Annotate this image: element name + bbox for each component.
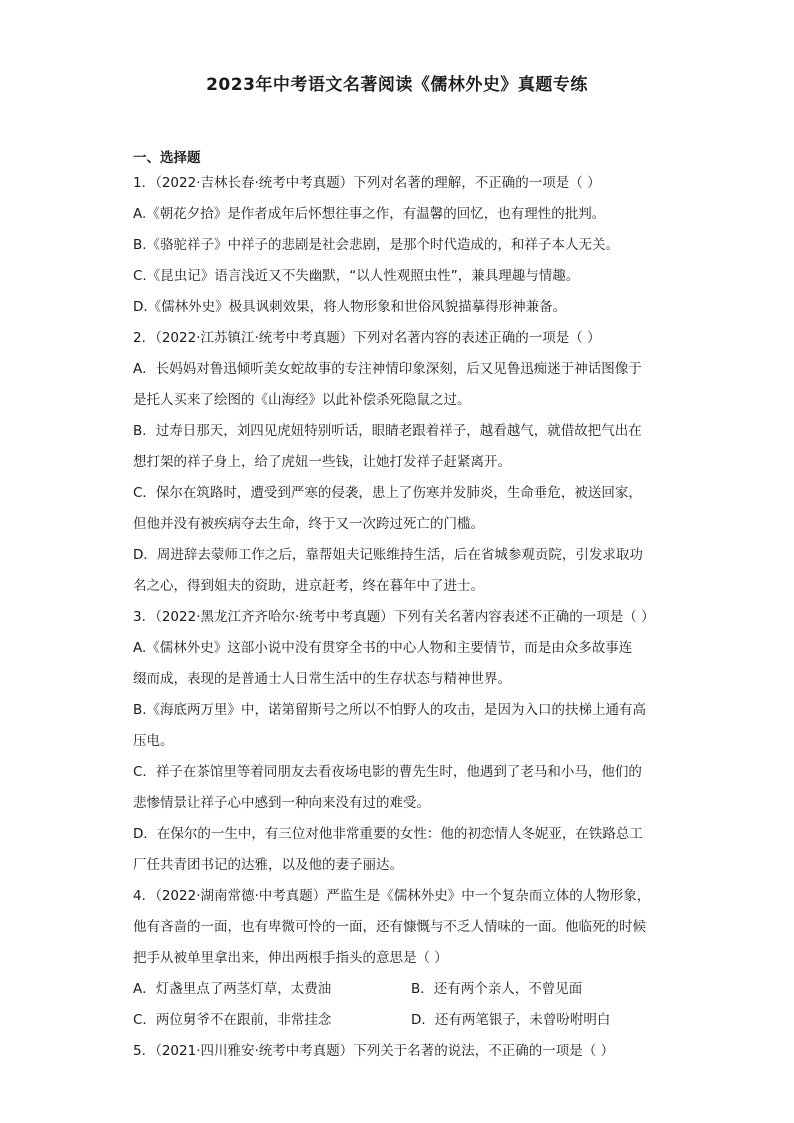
option-d: D．还有两笔银子，未曾吩咐明白: [411, 1012, 611, 1028]
text-line: 缀而成，表现的是普通士人日常生活中的生存状态与精神世界。: [133, 671, 511, 687]
option-row: [133, 974, 663, 1005]
text-line: 压电。: [133, 733, 174, 749]
text-line: 但他并没有被疾病夺去生命，终于又一次跨过死亡的门槛。: [133, 516, 484, 532]
text-line: 是托人买来了绘图的《山海经》以此补偿杀死隐鼠之过。: [133, 392, 471, 408]
text-line: D.《儒林外史》极具讽刺效果，将人物形象和世俗风貌描摹得形神兼备。: [133, 299, 567, 315]
option-b: B．还有两个亲人，不曾见面: [411, 981, 583, 997]
text-line: D．在保尔的一生中，有三位对他非常重要的女性：他的初恋情人冬妮亚，在铁路总工: [133, 826, 643, 842]
text-line: 1．（2022·吉林长春·统考中考真题）下列对名著的理解，不正确的一项是（ ）: [133, 175, 601, 191]
text-line: C.《昆虫记》语言浅近又不失幽默，“以人性观照虫性”，兼具理趣与情趣。: [133, 268, 580, 284]
text-line: 5．（2021·四川雅安·统考中考真题）下列关于名著的说法，不正确的一项是（ ）: [133, 1043, 615, 1059]
option-row: [133, 1005, 663, 1036]
text-line: 厂任共青团书记的达雅，以及他的妻子丽达。: [133, 857, 403, 873]
section-heading: 一、选择题: [133, 150, 201, 166]
page-title: 2023年中考语文名著阅读《儒林外史》真题专练: [206, 75, 588, 95]
text-line: A.《儒林外史》这部小说中没有贯穿全书的中心人物和主要情节，而是由众多故事连: [133, 640, 633, 656]
text-line: 4．（2022·湖南常德·中考真题）严监生是《儒林外史》中一个复杂而立体的人物形象，: [133, 888, 651, 904]
text-line: D．周进辞去蒙师工作之后，靠帮姐夫记账维持生活，后在省城参观贡院，引发求取功: [133, 547, 643, 563]
text-line: 名之心，得到姐夫的资助，进京赶考，终在暮年中了进士。: [133, 578, 484, 594]
text-line: B．过寿日那天，刘四见虎妞特别听话，眼睛老跟着祥子，越看越气，就借故把气出在: [133, 423, 642, 439]
text-line: 2．（2022·江苏镇江·统考中考真题）下列对名著内容的表述正确的一项是（ ）: [133, 330, 601, 346]
question-content: [133, 168, 663, 1067]
option-a: A．灯盏里点了两茎灯草，太费油: [133, 981, 332, 997]
text-line: 3．（2022·黑龙江齐齐哈尔·统考中考真题）下列有关名著内容表述不正确的一项是（ ）: [133, 609, 655, 625]
text-line: C．保尔在筑路时，遭受到严寒的侵袭，患上了伤寒并发肺炎，生命垂危，被送回家，: [133, 485, 642, 501]
text-line: C．祥子在茶馆里等着同朋友去看夜场电影的曹先生时，他遇到了老马和小马，他们的: [133, 764, 642, 780]
text-line: B.《骆驼祥子》中祥子的悲剧是社会悲剧，是那个时代造成的，和祥子本人无关。: [133, 237, 620, 253]
option-c: C．两位舅爷不在跟前，非常挂念: [133, 1012, 332, 1028]
text-line: A．长妈妈对鲁迅倾听美女蛇故事的专注神情印象深刻，后又见鲁迅痴迷于神话图像于: [133, 361, 642, 377]
text-line: 他有吝啬的一面，也有卑微可怜的一面，还有慷慨与不乏人情味的一面。他临死的时候: [133, 919, 646, 935]
text-line: B.《海底两万里》中，诺第留斯号之所以不怕野人的攻击，是因为入口的扶梯上通有高: [133, 702, 647, 718]
text-line: 悲惨情景让祥子心中感到一种向来没有过的难受。: [133, 795, 430, 811]
text-line: 把手从被单里拿出来，伸出两根手指头的意思是（ ）: [133, 950, 448, 966]
text-line: A.《朝花夕拾》是作者成年后怀想往事之作，有温馨的回忆，也有理性的批判。: [133, 206, 606, 222]
text-line: 想打架的祥子身上，给了虎妞一些钱，让她打发祥子赶紧离开。: [133, 454, 511, 470]
